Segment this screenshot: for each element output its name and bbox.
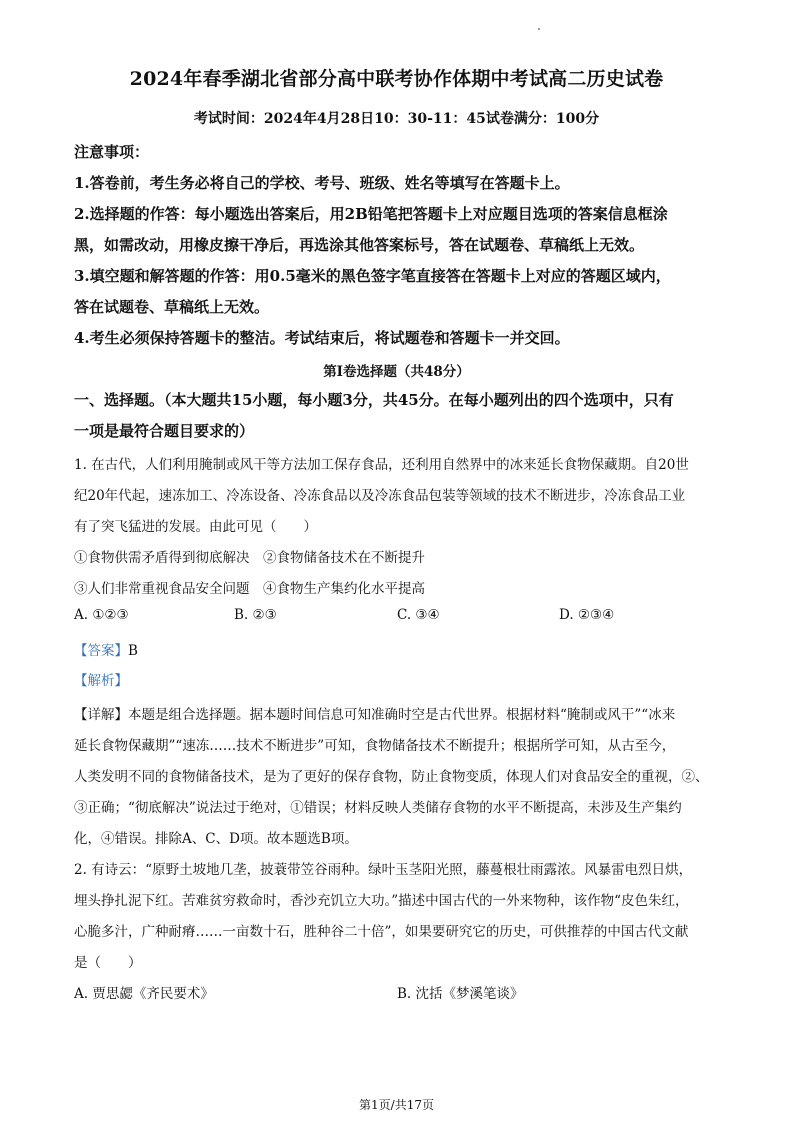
q1-detail: 人类发明不同的食物储备技术，是为了更好的保存食物，防止食物变质，体现人们对食品安全的重视，②、: [74, 769, 709, 785]
notice-line: 1.答卷前，考生务必将自己的学校、考号、班级、姓名等填写在答题卡上。: [74, 174, 570, 192]
answer-value: B: [128, 643, 138, 659]
analysis-tag: 【解析】: [74, 673, 128, 689]
q1-answer: [74, 639, 138, 659]
q1-option-a: A. ①②③: [74, 607, 129, 623]
q2-option-a: A. 贾思勰《齐民要术》: [74, 986, 214, 1002]
section-instruction: 一、选择题。（本大题共15小题，每小题3分，共45分。在每小题列出的四个选项中，只有: [74, 391, 674, 409]
notice-line: 答在试题卷、草稿纸上无效。: [74, 298, 270, 316]
q1-stem: 1. 在古代，人们利用腌制或风干等方法加工保存食品，还利用自然界中的冰来延长食物保藏期。自20世: [74, 457, 689, 473]
q1-detail: ③正确；“彻底解决”说法过于绝对，①错误；材料反映人类储存食物的水平不断提高，未涉及生产集约: [74, 800, 682, 816]
q2-stem: 埋头挣扎泥下红。苦难贫穷救命时，香沙充饥立大功。”描述中国古代的一外来物种，该作物“皮色朱红，: [74, 893, 689, 909]
notice-line: 4.考生必须保持答题卡的整洁。考试结束后，将试题卷和答题卡一并交回。: [74, 329, 570, 347]
q1-detail: 【详解】本题是组合选择题。据本题时间信息可知准确时空是古代世界。根据材料“腌制或风干”“冰来: [74, 707, 676, 723]
section-instruction: 一项是最符合题目要求的）: [74, 422, 255, 440]
answer-tag: 【答案】: [74, 643, 128, 659]
q1-detail: 化，④错误。排除A、C、D项。故本题选B项。: [74, 831, 358, 847]
q1-option-c: C. ③④: [397, 607, 440, 623]
notice-line: 黑，如需改动，用橡皮擦干净后，再选涂其他答案标号，答在试题卷、草稿纸上无效。: [74, 236, 645, 254]
scan-mark: [538, 28, 540, 30]
q2-stem: 心脆多汁，广种耐瘠……一亩数十石，胜种谷二十倍”，如果要研究它的历史，可供推荐的中国古代文献: [74, 924, 689, 940]
q1-detail: 延长食物保藏期”“速冻……技术不断进步”可知，食物储备技术不断提升；根据所学可知，从古至今，: [74, 738, 676, 754]
exam-info: 考试时间：2024年4月28日10：30-11：45试卷满分：100分: [193, 111, 600, 127]
q1-option-d: D. ②③④: [559, 607, 615, 623]
q1-statement: ①食物供需矛盾得到彻底解决 ②食物储备技术在不断提升: [74, 550, 425, 566]
q2-stem: 是（ ）: [74, 955, 142, 971]
notice-line: 3.填空题和解答题的作答：用0.5毫米的黑色签字笔直接答在答题卡上对应的答题区域内，: [74, 267, 671, 285]
q2-option-b: B. 沈括《梦溪笔谈》: [397, 986, 524, 1002]
notice-line: 2.选择题的作答：每小题选出答案后，用2B铅笔把答题卡上对应题目选项的答案信息框涂: [74, 205, 668, 223]
section-heading: 第Ⅰ卷选择题（共48分）: [323, 364, 470, 380]
page-footer: 第1页/共17页: [359, 1098, 434, 1112]
q1-stem: 纪20年代起，速冻加工、冷冻设备、冷冻食品以及冷冻食品包装等领域的技术不断进步，冷冻食品工业: [74, 488, 686, 504]
notice-heading: 注意事项：: [74, 143, 150, 161]
page-title: 2024年春季湖北省部分高中联考协作体期中考试高二历史试卷: [129, 68, 664, 90]
q1-option-b: B. ②③: [234, 607, 277, 623]
q1-stem: 有了突飞猛进的发展。由此可见（ ）: [74, 519, 317, 535]
q1-statement: ③人们非常重视食品安全问题 ④食物生产集约化水平提高: [74, 581, 425, 597]
q2-stem: 2. 有诗云：“原野土坡地几垄，披蓑带笠谷雨种。绿叶玉茎阳光照，藤蔓根壮雨露浓。风暴雷电烈日烘，: [74, 862, 693, 878]
